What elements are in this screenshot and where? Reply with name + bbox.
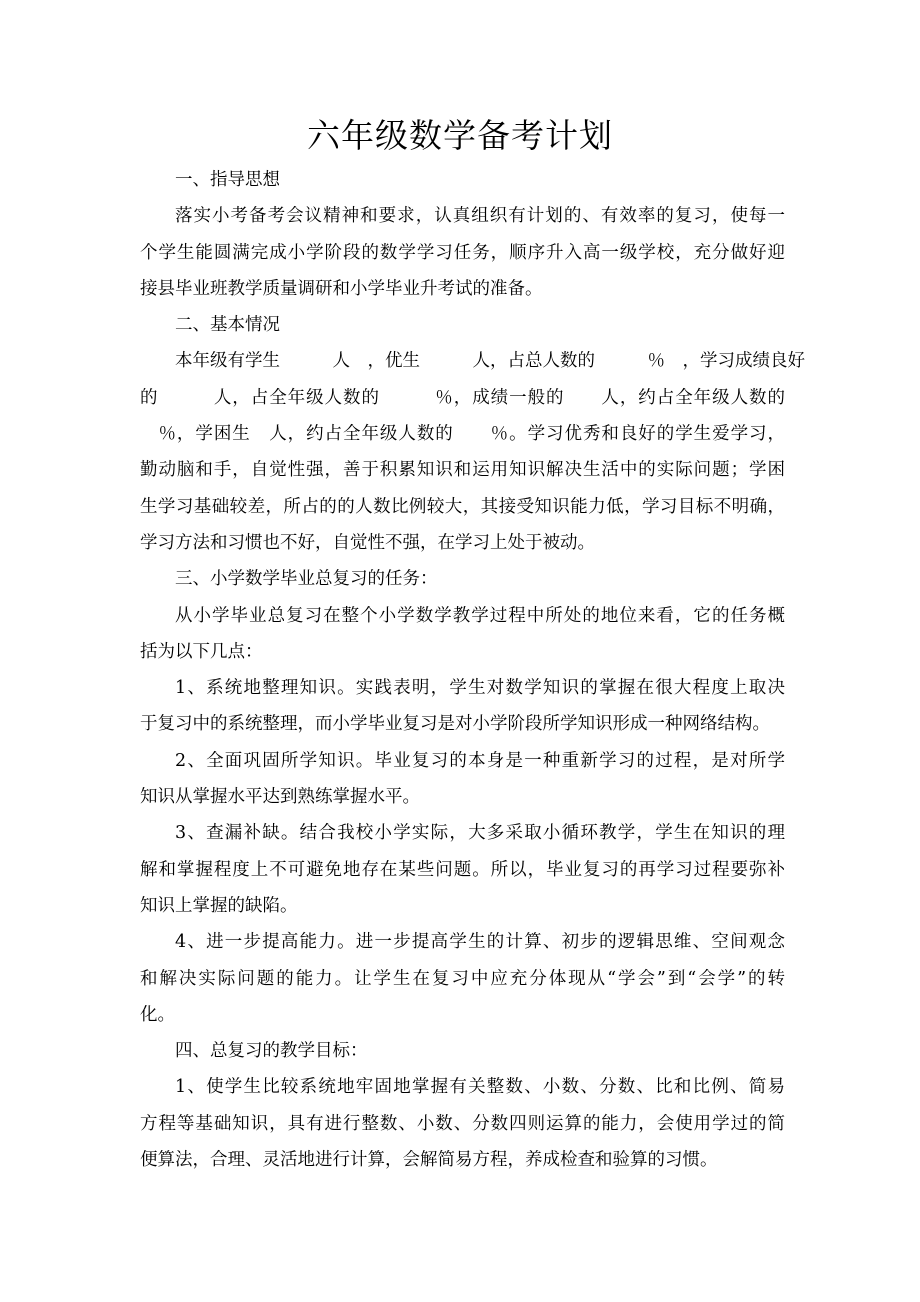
text-line: 落实小考备考会议精神和要求，认真组织有计划的、有效率的复习，使每一	[175, 206, 785, 227]
text-line: 生学习基础较差，所占的的人数比例较大，其接受知识能力低，学习目标不明确，	[140, 496, 785, 517]
paragraph	[140, 815, 785, 924]
paragraph	[140, 307, 785, 343]
text-line: 个学生能圆满完成小学阶段的数学学习任务，顺序升入高一级学校，充分做好迎	[140, 242, 785, 263]
text-line: 2、全面巩固所学知识。毕业复习的本身是一种重新学习的过程，是对所学	[175, 750, 785, 771]
text-line: ％，学困生 人，约占全年级人数的 ％。学习优秀和良好的学生爱学习，	[140, 424, 785, 445]
text-line: 知识上掌握的缺陷。	[140, 895, 298, 916]
document-title: 六年级数学备考计划	[307, 116, 613, 155]
text-line: 学习方法和习惯也不好，自觉性不强，在学习上处于被动。	[140, 532, 595, 553]
text-line: 便算法，合理、灵活地进行计算，会解简易方程，养成检查和验算的习惯。	[140, 1150, 718, 1171]
text-line: 二、基本情况	[175, 315, 280, 336]
text-line: 解和掌握程度上不可避免地存在某些问题。所以，毕业复习的再学习过程要弥补	[140, 859, 785, 880]
text-line: 化。	[140, 1004, 175, 1025]
text-line: 于复习中的系统整理，而小学毕业复习是对小学阶段所学知识形成一种网络结构。	[140, 714, 770, 735]
text-line: 知识从掌握水平达到熟练掌握水平。	[140, 787, 420, 808]
paragraph	[140, 561, 785, 597]
text-line: 四、总复习的教学目标：	[175, 1041, 368, 1062]
text-line: 1、使学生比较系统地牢固地掌握有关整数、小数、分数、比和比例、简易	[175, 1077, 785, 1098]
text-line: 方程等基础知识，具有进行整数、小数、分数四则运算的能力，会使用学过的简	[140, 1113, 785, 1134]
text-line: 的 人，占全年级人数的 ％，成绩一般的 人，约占全年级人数的	[140, 387, 785, 408]
text-line: 括为以下几点：	[140, 641, 263, 662]
paragraph	[140, 1069, 785, 1178]
text-line: 本年级有学生 人 ，优生 人，占总人数的 ％ ，学习成绩良好	[175, 351, 805, 372]
text-line: 4、进一步提高能力。进一步提高学生的计算、初步的逻辑思维、空间观念	[175, 932, 785, 953]
paragraph	[140, 198, 785, 307]
text-line: 一、指导思想	[175, 170, 280, 190]
text-line: 接县毕业班教学质量调研和小学毕业升考试的准备。	[140, 278, 543, 299]
text-line: 勤动脑和手，自觉性强，善于积累知识和运用知识解决生活中的实际问题；学困	[140, 460, 785, 481]
document-body	[140, 162, 805, 1178]
text-line: 3、查漏补缺。结合我校小学实际，大多采取小循环教学，学生在知识的理	[175, 823, 785, 844]
text-line: 从小学毕业总复习在整个小学数学教学过程中所处的地位来看，它的任务概	[175, 605, 785, 626]
paragraph	[140, 743, 785, 816]
paragraph	[140, 343, 805, 561]
paragraph	[140, 670, 785, 743]
text-line: 1、系统地整理知识。实践表明，学生对数学知识的掌握在很大程度上取决	[175, 678, 785, 699]
text-line: 和解决实际问题的能力。让学生在复习中应充分体现从“学会”到“会学”的转	[140, 968, 785, 989]
paragraph	[140, 162, 785, 198]
text-line: 三、小学数学毕业总复习的任务：	[175, 569, 438, 590]
paragraph	[140, 924, 785, 1033]
paragraph	[140, 598, 785, 671]
paragraph	[140, 1033, 785, 1069]
